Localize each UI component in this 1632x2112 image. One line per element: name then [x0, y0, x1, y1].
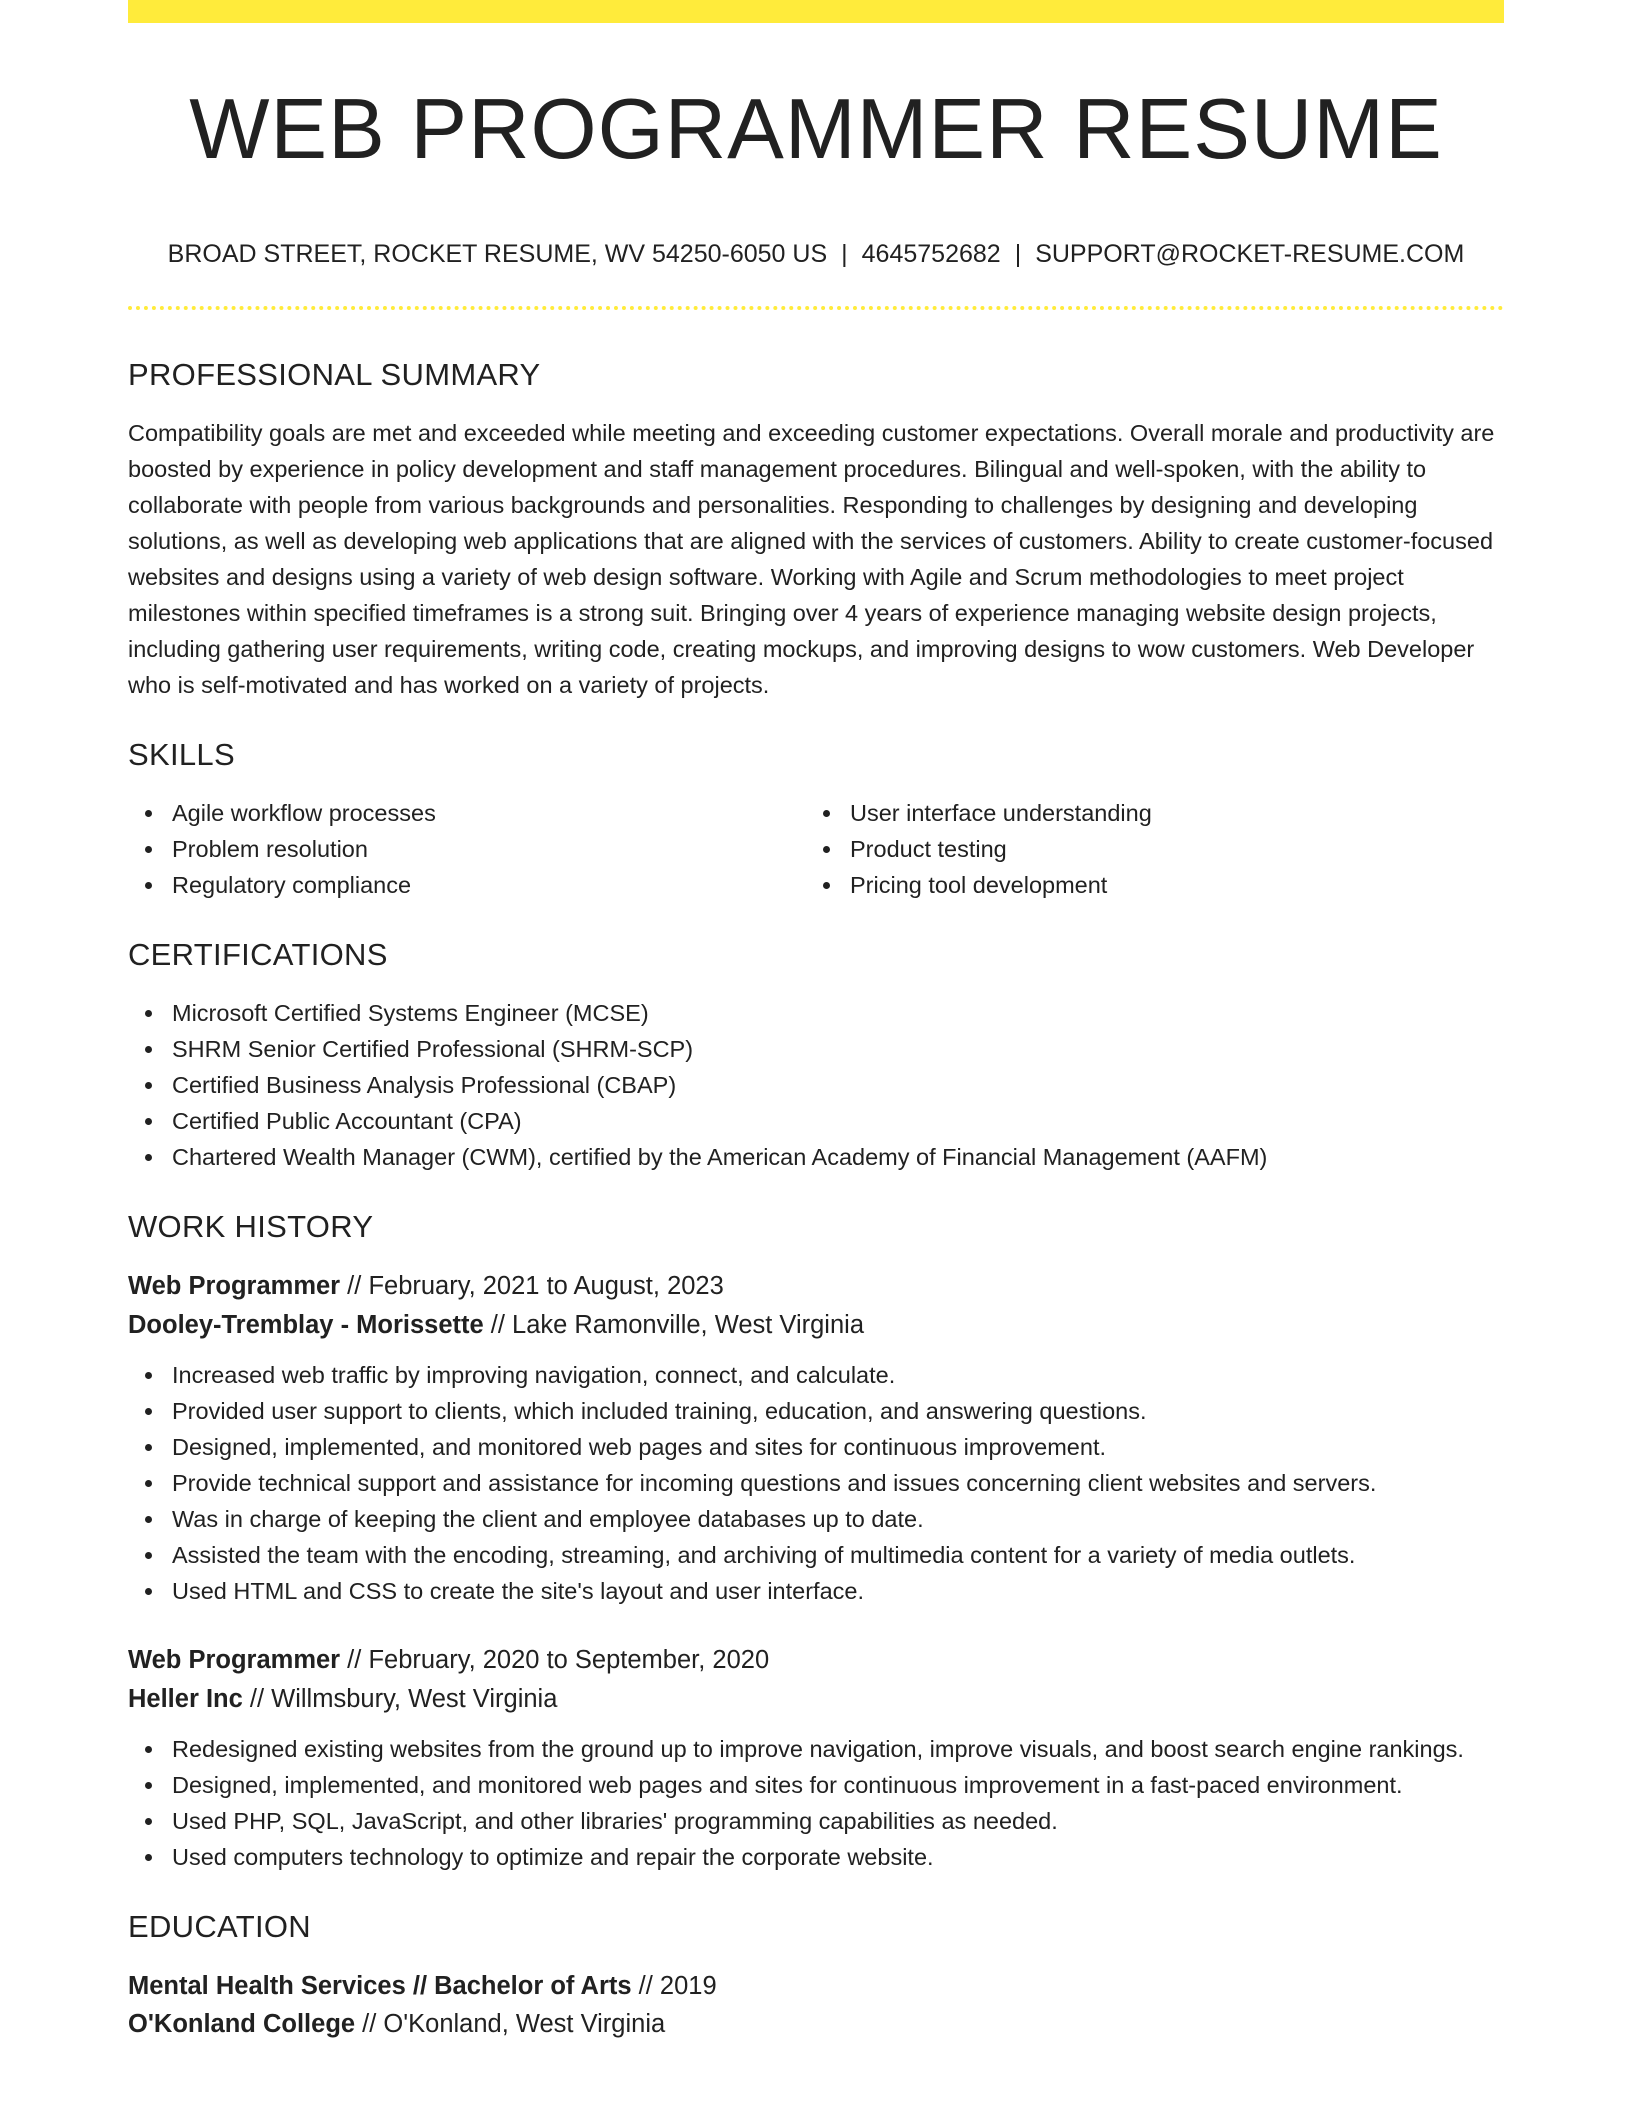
phone: 4645752682	[861, 240, 1001, 268]
dotted-divider	[128, 306, 1504, 310]
job-title: Web Programmer	[128, 1646, 341, 1674]
skill-item: Agile workflow processes	[128, 795, 806, 831]
summary-text: Compatibility goals are met and exceeded while meeting and exceeding customer expectations. Overall morale and productivity are boosted by experience in policy development and staff management procedures. Bilingual and well-spoken, with the ability to collaborate with people from various backgrounds and personalities. Responding to challenges by designing and developing solutions, as well as developing web applications that are aligned with the services of customers. Ability to create customer-focused websites and designs using a variety of web design software. Working with Agile and Scrum methodologies to meet project milestones within specified timeframes is a strong suit. Bringing over 4 years of experience managing website design projects, including gathering user requirements, writing code, creating mockups, and improving designs to wow customers. Web Developer who is self-motivated and has worked on a variety of projects.	[128, 420, 1495, 698]
section-heading: PROFESSIONAL SUMMARY	[128, 357, 541, 392]
company-name: Heller Inc	[128, 1685, 243, 1713]
skills-left-list	[128, 795, 806, 903]
divider: //	[483, 1311, 513, 1339]
job-bullet: Used PHP, SQL, JavaScript, and other libraries' programming capabilities as needed.	[128, 1803, 1504, 1839]
job-bullet: Designed, implemented, and monitored web pages and sites for continuous improvement in a fast-paced environment.	[128, 1767, 1504, 1803]
certifications-list	[128, 995, 1504, 1175]
skill-item: Regulatory compliance	[128, 867, 806, 903]
section-heading: WORK HISTORY	[128, 1209, 374, 1244]
job-bullet: Used HTML and CSS to create the site's layout and user interface.	[128, 1573, 1504, 1609]
job-dates: February, 2020 to September, 2020	[368, 1646, 770, 1674]
skills-section	[128, 735, 1504, 903]
job-entry	[128, 1641, 1504, 1875]
education-section	[128, 1907, 1504, 2043]
job-dates: February, 2021 to August, 2023	[368, 1272, 724, 1300]
section-heading: CERTIFICATIONS	[128, 937, 388, 972]
certifications-section	[128, 935, 1504, 1175]
certification-item: Microsoft Certified Systems Engineer (MCSE)	[128, 995, 1504, 1031]
job-bullet: Used computers technology to optimize and repair the corporate website.	[128, 1839, 1504, 1875]
skills-right-list	[806, 795, 1484, 903]
school-location: O'Konland, West Virginia	[383, 2010, 666, 2038]
job-bullets	[128, 1731, 1504, 1875]
divider: //	[340, 1646, 369, 1674]
company-location: Lake Ramonville, West Virginia	[512, 1311, 865, 1339]
resume-content	[128, 355, 1504, 2043]
company-line	[128, 1680, 1504, 1719]
contact-line	[128, 238, 1504, 270]
skill-item: Pricing tool development	[806, 867, 1484, 903]
resume-title: WEB PROGRAMMER RESUME	[189, 82, 1443, 177]
divider: //	[631, 1972, 660, 2000]
graduation-year: 2019	[659, 1972, 717, 2000]
job-entry	[128, 1267, 1504, 1609]
certification-item: SHRM Senior Certified Professional (SHRM-SCP)	[128, 1031, 1504, 1067]
job-title-line	[128, 1267, 1504, 1306]
job-bullet: Increased web traffic by improving navigation, connect, and calculate.	[128, 1357, 1504, 1393]
address: BROAD STREET, ROCKET RESUME, WV 54250-6050 US	[167, 240, 828, 268]
job-bullets	[128, 1357, 1504, 1609]
job-bullet: Designed, implemented, and monitored web pages and sites for continuous improvement.	[128, 1429, 1504, 1465]
school-name: O'Konland College	[128, 2010, 356, 2038]
section-heading: EDUCATION	[128, 1909, 311, 1944]
certification-item: Certified Public Accountant (CPA)	[128, 1103, 1504, 1139]
company-location: Willmsbury, West Virginia	[271, 1685, 558, 1713]
skill-item: Product testing	[806, 831, 1484, 867]
company-line	[128, 1306, 1504, 1345]
divider: //	[242, 1685, 272, 1713]
work-history-section	[128, 1207, 1504, 1875]
separator: |	[841, 240, 848, 268]
email-link[interactable]: SUPPORT@ROCKET-RESUME.COM	[1035, 240, 1465, 268]
skill-item: User interface understanding	[806, 795, 1484, 831]
accent-bar	[128, 0, 1504, 23]
job-bullet: Assisted the team with the encoding, streaming, and archiving of multimedia content for a variety of media outlets.	[128, 1537, 1504, 1573]
job-title: Web Programmer	[128, 1272, 341, 1300]
section-heading: SKILLS	[128, 737, 235, 772]
certification-item: Certified Business Analysis Professional (CBAP)	[128, 1067, 1504, 1103]
company-name: Dooley-Tremblay - Morissette	[128, 1311, 484, 1339]
job-bullet: Provided user support to clients, which included training, education, and answering questions.	[128, 1393, 1504, 1429]
certification-item: Chartered Wealth Manager (CWM), certified by the American Academy of Financial Management (AAFM)	[128, 1139, 1504, 1175]
divider: //	[355, 2010, 384, 2038]
job-title-line	[128, 1641, 1504, 1680]
separator: |	[1014, 240, 1022, 268]
job-bullet: Was in charge of keeping the client and employee databases up to date.	[128, 1501, 1504, 1537]
skills-columns	[128, 795, 1504, 903]
degree: Mental Health Services // Bachelor of Arts	[128, 1972, 632, 2000]
degree-line	[128, 1967, 1504, 2005]
job-bullet: Redesigned existing websites from the ground up to improve navigation, improve visuals, and boost search engine rankings.	[128, 1731, 1504, 1767]
school-line	[128, 2005, 1504, 2043]
skill-item: Problem resolution	[128, 831, 806, 867]
divider: //	[340, 1272, 369, 1300]
resume-page	[128, 0, 1504, 2112]
summary-section	[128, 355, 1504, 703]
job-bullet: Provide technical support and assistance for incoming questions and issues concerning client websites and servers.	[128, 1465, 1504, 1501]
